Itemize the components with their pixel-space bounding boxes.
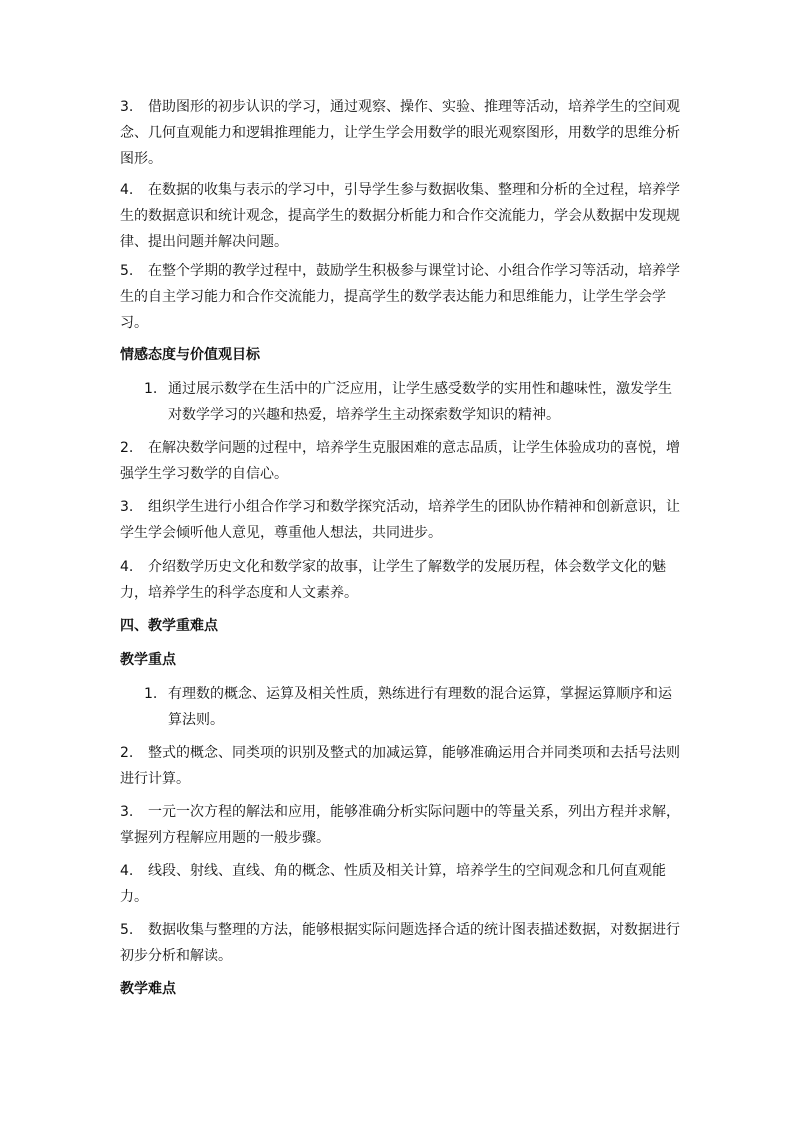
item-number: 2. xyxy=(120,440,134,456)
item-text: 借助图形的初步认识的学习，通过观察、操作、实验、推理等活动，培养学生的空间观念、几何直观能力和逻辑推理能力，让学生学会用数学的眼光观察图形，用数学的思维分析图形。 xyxy=(120,99,680,167)
item-number: 1. xyxy=(144,381,158,397)
item-number: 4. xyxy=(120,559,134,575)
item-number: 4. xyxy=(120,182,134,198)
item-text: 线段、射线、直线、角的概念、性质及相关计算，培养学生的空间观念和几何直观能力。 xyxy=(120,863,666,905)
item-number: 1. xyxy=(144,686,158,702)
emotion-item-1 xyxy=(120,376,680,428)
item-number: 5. xyxy=(120,263,134,279)
skills-item-3 xyxy=(120,94,680,172)
item-number: 2. xyxy=(120,745,134,761)
emotion-item-4 xyxy=(120,554,680,606)
emotion-heading: 情感态度与价值观目标 xyxy=(120,347,260,363)
key-points-heading: 教学重点 xyxy=(120,652,176,668)
item-text: 通过展示数学在生活中的广泛应用，让学生感受数学的实用性和趣味性，激发学生对数学学习的兴趣和热爱，培养学生主动探索数学知识的精神。 xyxy=(168,381,672,423)
item-text: 组织学生进行小组合作学习和数学探究活动，培养学生的团队协作精神和创新意识，让学生学会倾听他人意见，尊重他人想法，共同进步。 xyxy=(120,499,680,541)
item-text: 数据收集与整理的方法，能够根据实际问题选择合适的统计图表描述数据，对数据进行初步分析和解读。 xyxy=(120,922,680,964)
item-number: 5. xyxy=(120,922,134,938)
key-item-3 xyxy=(120,799,680,851)
item-text: 有理数的概念、运算及相关性质，熟练进行有理数的混合运算，掌握运算顺序和运算法则。 xyxy=(168,686,672,728)
item-text: 整式的概念、同类项的识别及整式的加减运算，能够准确运用合并同类项和去括号法则进行计算。 xyxy=(120,745,680,787)
item-text: 介绍数学历史文化和数学家的故事，让学生了解数学的发展历程，体会数学文化的魅力，培养学生的科学态度和人文素养。 xyxy=(120,559,666,601)
emotion-item-2 xyxy=(120,435,680,487)
skills-item-4 xyxy=(120,177,680,255)
item-text: 在整个学期的教学过程中，鼓励学生积极参与课堂讨论、小组合作学习等活动，培养学生的自主学习能力和合作交流能力，提高学生的数学表达能力和思维能力，让学生学会学习。 xyxy=(120,263,680,331)
key-item-4 xyxy=(120,858,680,910)
key-item-2 xyxy=(120,740,680,792)
item-text: 在数据的收集与表示的学习中，引导学生参与数据收集、整理和分析的全过程，培养学生的数据意识和统计观念，提高学生的数据分析能力和合作交流能力，学会从数据中发现规律、提出问题并解决问题。 xyxy=(120,182,680,250)
key-item-1 xyxy=(120,681,680,733)
key-item-5 xyxy=(120,917,680,969)
skills-item-5 xyxy=(120,258,680,336)
emotion-item-3 xyxy=(120,494,680,546)
item-number: 3. xyxy=(120,99,134,115)
section-heading: 四、教学重难点 xyxy=(120,618,218,634)
item-number: 3. xyxy=(120,499,134,515)
difficulty-heading: 教学难点 xyxy=(120,981,176,997)
item-text: 一元一次方程的解法和应用，能够准确分析实际问题中的等量关系，列出方程并求解，掌握列方程解应用题的一般步骤。 xyxy=(120,804,680,846)
item-number: 4. xyxy=(120,863,134,879)
item-number: 3. xyxy=(120,804,134,820)
item-text: 在解决数学问题的过程中，培养学生克服困难的意志品质，让学生体验成功的喜悦，增强学生学习数学的自信心。 xyxy=(120,440,680,482)
